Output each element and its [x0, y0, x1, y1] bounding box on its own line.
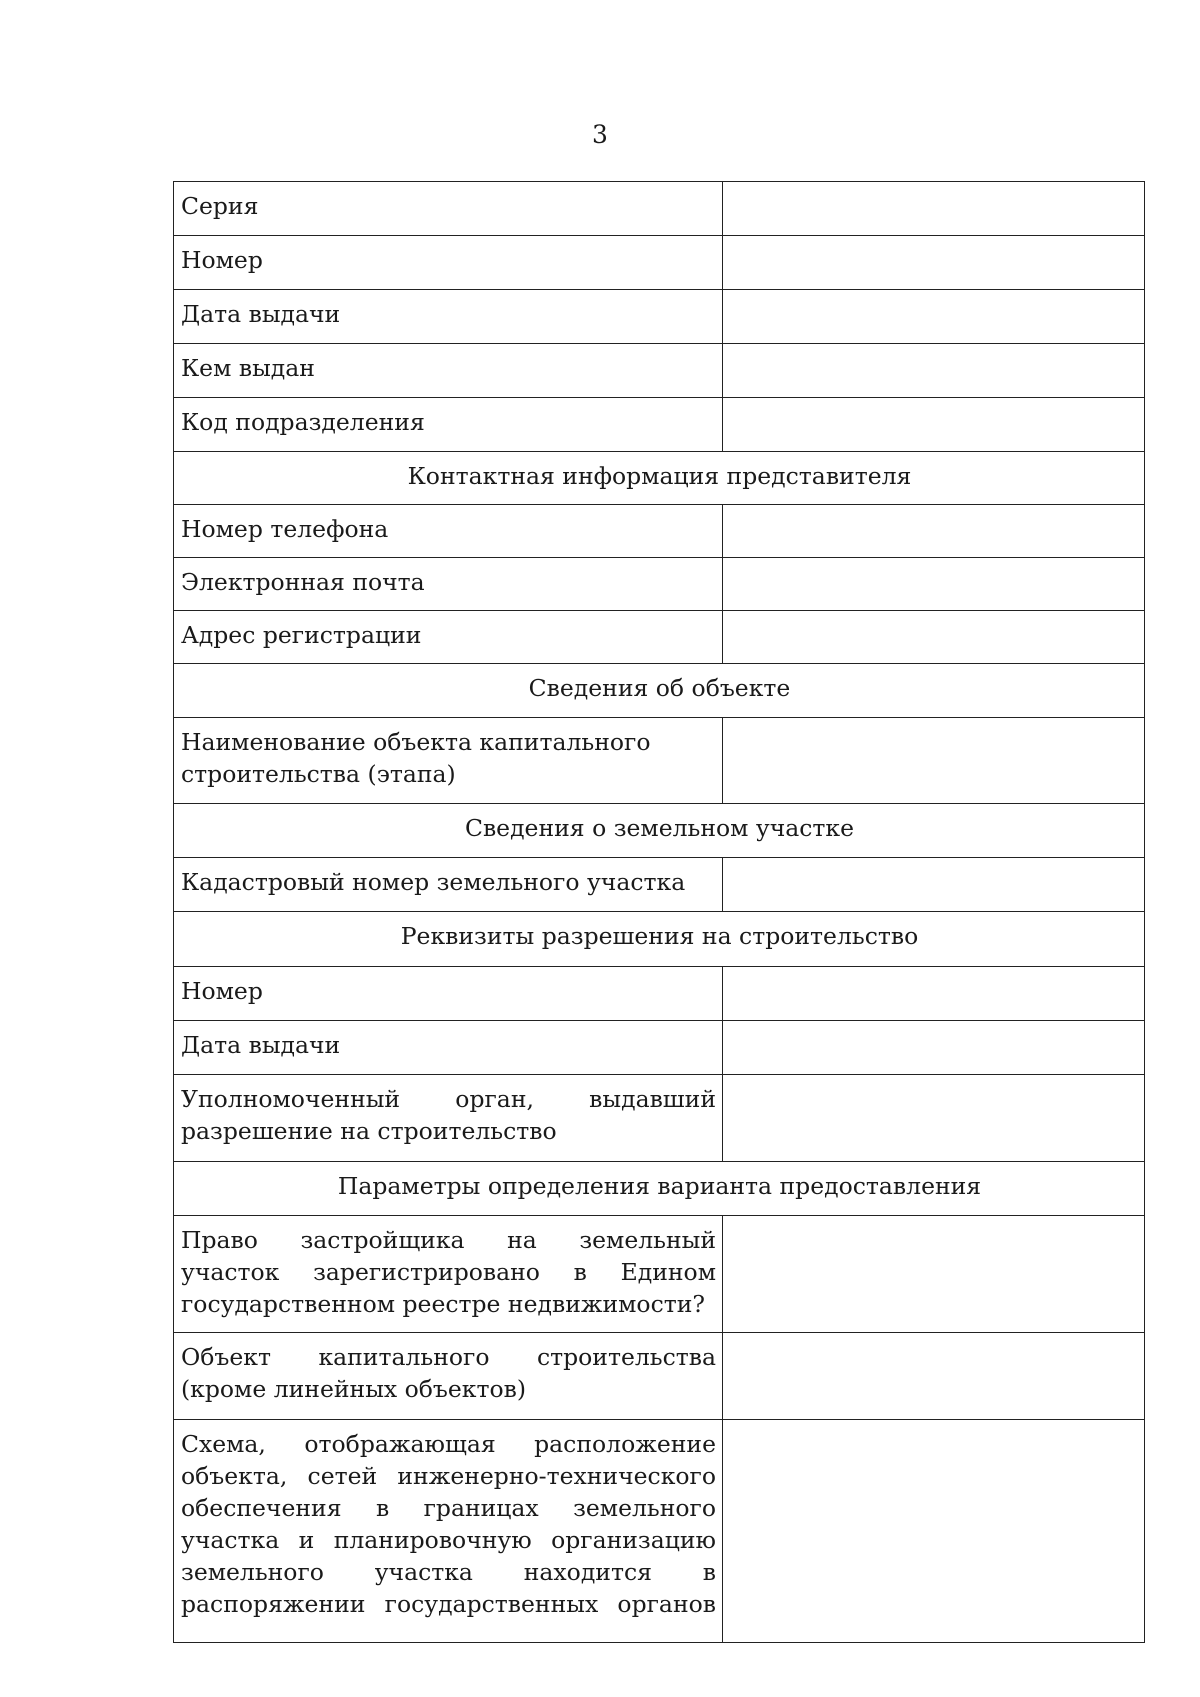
page-number: 3 — [592, 120, 608, 149]
table-row — [174, 611, 1145, 664]
label-skhema-cell — [174, 1420, 723, 1643]
value-nomer-telefona — [723, 505, 1145, 558]
label-seriya: Серия — [174, 182, 723, 236]
table-row — [174, 1021, 1145, 1075]
label-email: Электронная почта — [174, 558, 723, 611]
section-contacts: Контактная информация представителя — [174, 452, 1145, 505]
value-permit-nomer — [723, 967, 1145, 1021]
table-row — [174, 505, 1145, 558]
label-data-vydachi: Дата выдачи — [174, 290, 723, 344]
table-row — [174, 182, 1145, 236]
label-permit-data: Дата выдачи — [174, 1021, 723, 1075]
table-row — [174, 558, 1145, 611]
section-params: Параметры определения варианта предоставления — [174, 1162, 1145, 1216]
value-adres-registracii — [723, 611, 1145, 664]
label-obekt-kapitalnogo: Объект капитального строительства (кроме линейных объектов) — [174, 1333, 723, 1420]
value-kod-podrazdeleniya — [723, 398, 1145, 452]
value-email — [723, 558, 1145, 611]
value-upolnomochennyi-organ — [723, 1075, 1145, 1162]
application-form-table — [173, 181, 1145, 1643]
table-row — [174, 1216, 1145, 1333]
table-row — [174, 858, 1145, 912]
table-row — [174, 967, 1145, 1021]
section-header-row — [174, 912, 1145, 967]
table-row — [174, 290, 1145, 344]
value-pravo-zastroishchika — [723, 1216, 1145, 1333]
table-row — [174, 1333, 1145, 1420]
value-obekt-kapitalnogo — [723, 1333, 1145, 1420]
label-upolnomochennyi-organ: Уполномоченный орган, выдавший разрешение на строительство — [174, 1075, 723, 1162]
value-nomer — [723, 236, 1145, 290]
label-kadastrovyi-nomer: Кадастровый номер земельного участка — [174, 858, 723, 912]
label-kod-podrazdeleniya: Код подразделения — [174, 398, 723, 452]
label-kem-vydan: Кем выдан — [174, 344, 723, 398]
section-header-row — [174, 804, 1145, 858]
label-naimenovanie-obekta: Наименование объекта капитального строительства (этапа) — [174, 718, 723, 804]
section-permit: Реквизиты разрешения на строительство — [174, 912, 1145, 967]
section-header-row — [174, 452, 1145, 505]
value-data-vydachi — [723, 290, 1145, 344]
label-nomer-telefona: Номер телефона — [174, 505, 723, 558]
table-row — [174, 236, 1145, 290]
section-land: Сведения о земельном участке — [174, 804, 1145, 858]
table-row — [174, 1420, 1145, 1643]
section-object: Сведения об объекте — [174, 664, 1145, 718]
value-kadastrovyi-nomer — [723, 858, 1145, 912]
label-adres-registracii: Адрес регистрации — [174, 611, 723, 664]
value-seriya — [723, 182, 1145, 236]
label-permit-nomer: Номер — [174, 967, 723, 1021]
value-kem-vydan — [723, 344, 1145, 398]
section-header-row — [174, 1162, 1145, 1216]
value-naimenovanie-obekta — [723, 718, 1145, 804]
label-nomer: Номер — [174, 236, 723, 290]
value-permit-data — [723, 1021, 1145, 1075]
table-row — [174, 1075, 1145, 1162]
value-skhema — [723, 1420, 1145, 1643]
table-row — [174, 398, 1145, 452]
table-row — [174, 718, 1145, 804]
label-skhema: Схема, отображающая расположение объекта, сетей инженерно-технического обеспечения в границах земельного участка и планировочную организацию земельного участка находится в распоряжении государственных органов — [181, 1430, 716, 1618]
label-pravo-zastroishchika: Право застройщика на земельный участок зарегистрировано в Едином государственном реестре недвижимости? — [174, 1216, 723, 1333]
table-row — [174, 344, 1145, 398]
section-header-row — [174, 664, 1145, 718]
